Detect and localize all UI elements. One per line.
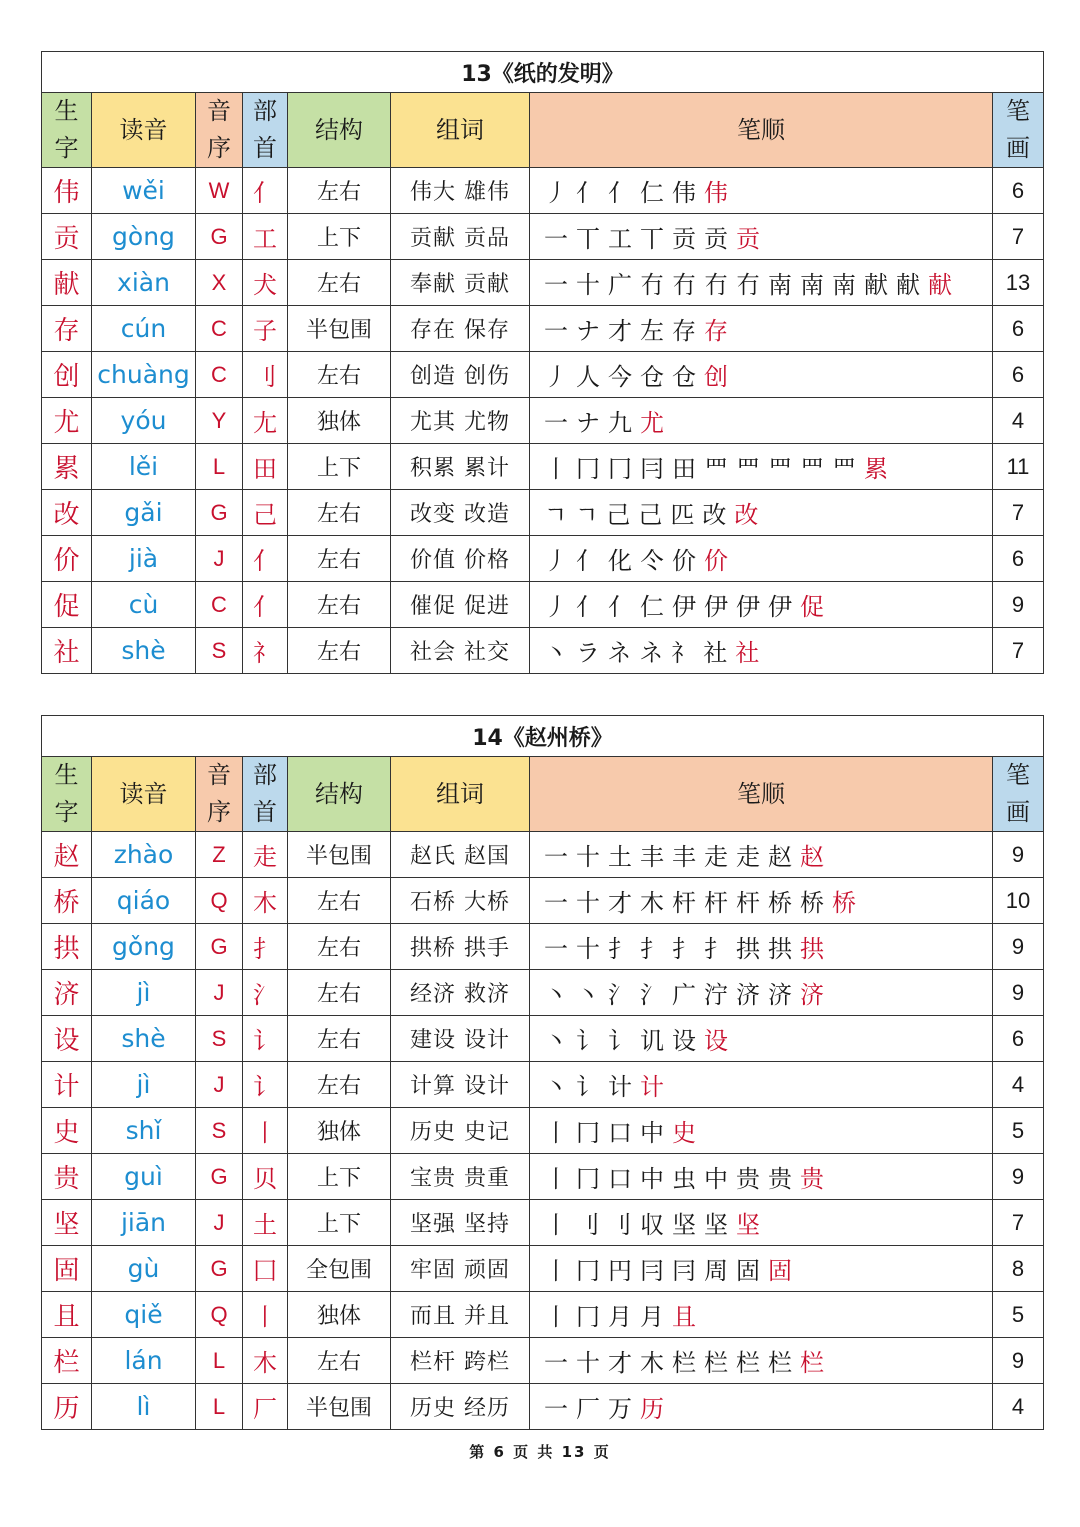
pinyin-cell: wěi: [92, 168, 196, 214]
initial-cell: S: [196, 1108, 243, 1154]
radical-cell: 走: [243, 832, 288, 878]
words-cell: 价值 价格: [391, 536, 530, 582]
header-char: 生 字: [42, 757, 92, 832]
count-cell: 8: [993, 1246, 1044, 1292]
stroke-sequence: 丶讠讠讥设: [544, 1027, 704, 1055]
radical-cell: 己: [243, 490, 288, 536]
count-cell: 5: [993, 1292, 1044, 1338]
structure-cell: 左右: [288, 924, 391, 970]
pinyin-cell: jì: [92, 1062, 196, 1108]
table-row: [42, 924, 1044, 970]
stroke-sequence: 一ナ才左存: [544, 317, 704, 345]
words-cell: 坚强 坚持: [391, 1200, 530, 1246]
strokes-cell: [530, 1154, 993, 1200]
char-cell: 历: [42, 1384, 92, 1430]
initial-cell: G: [196, 214, 243, 260]
table-row: [42, 878, 1044, 924]
count-cell: 10: [993, 878, 1044, 924]
radical-cell: 讠: [243, 1016, 288, 1062]
stroke-sequence: 一十扌扌扌扌拱拱: [544, 935, 800, 963]
count-cell: 4: [993, 1062, 1044, 1108]
table-row: [42, 306, 1044, 352]
words-cell: 赵氏 赵国: [391, 832, 530, 878]
stroke-final-char: 尤: [640, 409, 672, 437]
stroke-sequence: 丿亻化仒价: [544, 547, 704, 575]
structure-cell: 左右: [288, 970, 391, 1016]
initial-cell: C: [196, 352, 243, 398]
radical-cell: 厂: [243, 1384, 288, 1430]
strokes-cell: [530, 924, 993, 970]
char-cell: 固: [42, 1246, 92, 1292]
page-footer: 第 6 页 共 13 页: [469, 1443, 611, 1461]
count-cell: 13: [993, 260, 1044, 306]
stroke-final-char: 改: [734, 501, 767, 529]
stroke-sequence: 丨冂円冃冃周固: [544, 1257, 768, 1285]
stroke-final-char: 社: [735, 639, 768, 667]
radical-cell: 木: [243, 878, 288, 924]
stroke-sequence: 一十才木杆杆杆桥桥: [544, 889, 832, 917]
words-cell: 改变 改造: [391, 490, 530, 536]
stroke-sequence: 丨冂冂冃田罒罒罒罒罒: [544, 455, 864, 483]
char-cell: 贡: [42, 214, 92, 260]
words-cell: 催促 促进: [391, 582, 530, 628]
table-row: [42, 1154, 1044, 1200]
strokes-cell: [530, 1246, 993, 1292]
lesson-title: 13《纸的发明》: [42, 52, 1044, 93]
stroke-final-char: 计: [640, 1073, 672, 1101]
count-cell: 9: [993, 970, 1044, 1016]
structure-cell: 左右: [288, 582, 391, 628]
header-pinyin: 读音: [92, 93, 196, 168]
structure-cell: 上下: [288, 214, 391, 260]
radical-cell: 亻: [243, 536, 288, 582]
pinyin-cell: xiàn: [92, 260, 196, 306]
count-cell: 7: [993, 490, 1044, 536]
words-cell: 牢固 顽固: [391, 1246, 530, 1292]
stroke-sequence: 丶丶氵氵广泞济济: [544, 981, 800, 1009]
char-cell: 促: [42, 582, 92, 628]
structure-cell: 半包围: [288, 1384, 391, 1430]
char-cell: 改: [42, 490, 92, 536]
structure-cell: 独体: [288, 1108, 391, 1154]
strokes-cell: [530, 1384, 993, 1430]
radical-cell: 氵: [243, 970, 288, 1016]
stroke-final-char: 济: [800, 981, 832, 1009]
count-cell: 6: [993, 306, 1044, 352]
stroke-sequence: 一十广冇冇冇冇南南南献献: [544, 271, 928, 299]
pinyin-cell: cún: [92, 306, 196, 352]
strokes-cell: [530, 444, 993, 490]
stroke-final-char: 栏: [800, 1349, 832, 1377]
stroke-sequence: 丶ラネネ礻社: [544, 639, 736, 667]
words-cell: 经济 救济: [391, 970, 530, 1016]
char-cell: 拱: [42, 924, 92, 970]
stroke-final-char: 拱: [800, 935, 832, 963]
initial-cell: C: [196, 582, 243, 628]
char-cell: 设: [42, 1016, 92, 1062]
stroke-sequence: 丨冂口中: [544, 1119, 672, 1147]
stroke-final-char: 赵: [800, 843, 832, 871]
stroke-final-char: 献: [928, 271, 960, 299]
radical-cell: 丨: [243, 1292, 288, 1338]
initial-cell: W: [196, 168, 243, 214]
table-row: [42, 168, 1044, 214]
pinyin-cell: zhào: [92, 832, 196, 878]
initial-cell: G: [196, 1246, 243, 1292]
count-cell: 7: [993, 628, 1044, 674]
table-row: [42, 582, 1044, 628]
header-count: 笔 画: [993, 93, 1044, 168]
stroke-sequence: 丨刂刂収坚坚: [544, 1211, 736, 1239]
header-count: 笔 画: [993, 757, 1044, 832]
table-row: [42, 1016, 1044, 1062]
pinyin-cell: qiě: [92, 1292, 196, 1338]
initial-cell: J: [196, 1062, 243, 1108]
initial-cell: J: [196, 536, 243, 582]
radical-cell: 尢: [243, 398, 288, 444]
radical-cell: 亻: [243, 582, 288, 628]
header-char: 生 字: [42, 93, 92, 168]
char-cell: 献: [42, 260, 92, 306]
strokes-cell: [530, 1338, 993, 1384]
char-cell: 赵: [42, 832, 92, 878]
words-cell: 历史 史记: [391, 1108, 530, 1154]
char-cell: 伟: [42, 168, 92, 214]
words-cell: 奉献 贡献: [391, 260, 530, 306]
header-row: [42, 93, 1044, 168]
table-row: [42, 536, 1044, 582]
header-structure: 结构: [288, 757, 391, 832]
strokes-cell: [530, 536, 993, 582]
radical-cell: 子: [243, 306, 288, 352]
pinyin-cell: lán: [92, 1338, 196, 1384]
header-order: 音 序: [196, 757, 243, 832]
char-cell: 济: [42, 970, 92, 1016]
stroke-sequence: 一十土丰丰走走赵: [544, 843, 800, 871]
count-cell: 11: [993, 444, 1044, 490]
initial-cell: C: [196, 306, 243, 352]
table-row: [42, 832, 1044, 878]
stroke-sequence: 一丅工丅贡贡: [544, 225, 736, 253]
stroke-final-char: 创: [704, 363, 736, 391]
count-cell: 9: [993, 1338, 1044, 1384]
initial-cell: Y: [196, 398, 243, 444]
pinyin-cell: jì: [92, 970, 196, 1016]
stroke-sequence: 丶讠计: [544, 1073, 640, 1101]
lesson-title: 14《赵州桥》: [42, 716, 1044, 757]
strokes-cell: [530, 398, 993, 444]
words-cell: 历史 经历: [391, 1384, 530, 1430]
words-cell: 存在 保存: [391, 306, 530, 352]
initial-cell: Q: [196, 878, 243, 924]
radical-cell: 礻: [243, 628, 288, 674]
initial-cell: Q: [196, 1292, 243, 1338]
char-cell: 贵: [42, 1154, 92, 1200]
stroke-sequence: ㄱㄱ己己匹改: [544, 501, 735, 529]
initial-cell: J: [196, 970, 243, 1016]
words-cell: 贡献 贡品: [391, 214, 530, 260]
radical-cell: 讠: [243, 1062, 288, 1108]
stroke-final-char: 桥: [832, 889, 864, 917]
structure-cell: 上下: [288, 444, 391, 490]
structure-cell: 上下: [288, 1154, 391, 1200]
radical-cell: 土: [243, 1200, 288, 1246]
structure-cell: 独体: [288, 1292, 391, 1338]
header-words: 组词: [391, 757, 530, 832]
strokes-cell: [530, 168, 993, 214]
char-cell: 价: [42, 536, 92, 582]
table-row: [42, 628, 1044, 674]
count-cell: 6: [993, 352, 1044, 398]
pinyin-cell: qiáo: [92, 878, 196, 924]
structure-cell: 全包围: [288, 1246, 391, 1292]
words-cell: 伟大 雄伟: [391, 168, 530, 214]
radical-cell: 木: [243, 1338, 288, 1384]
initial-cell: L: [196, 1384, 243, 1430]
stroke-sequence: 一十才木栏栏栏栏: [544, 1349, 800, 1377]
structure-cell: 左右: [288, 490, 391, 536]
pinyin-cell: gòng: [92, 214, 196, 260]
count-cell: 4: [993, 1384, 1044, 1430]
strokes-cell: [530, 582, 993, 628]
stroke-final-char: 设: [704, 1027, 736, 1055]
header-order: 音 序: [196, 93, 243, 168]
strokes-cell: [530, 628, 993, 674]
words-cell: 而且 并且: [391, 1292, 530, 1338]
initial-cell: S: [196, 628, 243, 674]
header-strokes: 笔顺: [530, 757, 993, 832]
char-cell: 尤: [42, 398, 92, 444]
structure-cell: 左右: [288, 168, 391, 214]
stroke-final-char: 价: [704, 547, 736, 575]
initial-cell: G: [196, 490, 243, 536]
count-cell: 6: [993, 168, 1044, 214]
pinyin-cell: shè: [92, 628, 196, 674]
lesson-table-13: [41, 51, 1044, 674]
table-row: [42, 444, 1044, 490]
radical-cell: 扌: [243, 924, 288, 970]
header-radical: 部 首: [243, 93, 288, 168]
stroke-final-char: 坚: [736, 1211, 768, 1239]
strokes-cell: [530, 970, 993, 1016]
char-cell: 桥: [42, 878, 92, 924]
pinyin-cell: gǒng: [92, 924, 196, 970]
strokes-cell: [530, 832, 993, 878]
stroke-final-char: 史: [672, 1119, 704, 1147]
structure-cell: 左右: [288, 1016, 391, 1062]
stroke-final-char: 累: [864, 455, 896, 483]
words-cell: 宝贵 贵重: [391, 1154, 530, 1200]
table-row: [42, 970, 1044, 1016]
char-cell: 且: [42, 1292, 92, 1338]
strokes-cell: [530, 1108, 993, 1154]
radical-cell: 丨: [243, 1108, 288, 1154]
pinyin-cell: cù: [92, 582, 196, 628]
pinyin-cell: lěi: [92, 444, 196, 490]
header-strokes: 笔顺: [530, 93, 993, 168]
strokes-cell: [530, 260, 993, 306]
table-row: [42, 260, 1044, 306]
table-row: [42, 1338, 1044, 1384]
radical-cell: 犬: [243, 260, 288, 306]
structure-cell: 左右: [288, 352, 391, 398]
words-cell: 尤其 尤物: [391, 398, 530, 444]
table-row: [42, 490, 1044, 536]
words-cell: 创造 创伤: [391, 352, 530, 398]
strokes-cell: [530, 490, 993, 536]
initial-cell: X: [196, 260, 243, 306]
pinyin-cell: shǐ: [92, 1108, 196, 1154]
char-cell: 坚: [42, 1200, 92, 1246]
pinyin-cell: yóu: [92, 398, 196, 444]
structure-cell: 左右: [288, 260, 391, 306]
count-cell: 9: [993, 924, 1044, 970]
stroke-final-char: 贵: [800, 1165, 832, 1193]
pinyin-cell: lì: [92, 1384, 196, 1430]
stroke-sequence: 丿人今仓仓: [544, 363, 704, 391]
count-cell: 7: [993, 214, 1044, 260]
table-row: [42, 398, 1044, 444]
char-cell: 社: [42, 628, 92, 674]
stroke-sequence: 丨冂口中虫中贵贵: [544, 1165, 800, 1193]
table-row: [42, 352, 1044, 398]
table-row: [42, 214, 1044, 260]
initial-cell: Z: [196, 832, 243, 878]
radical-cell: 刂: [243, 352, 288, 398]
strokes-cell: [530, 1062, 993, 1108]
strokes-cell: [530, 214, 993, 260]
char-cell: 史: [42, 1108, 92, 1154]
radical-cell: 田: [243, 444, 288, 490]
stroke-final-char: 存: [704, 317, 736, 345]
words-cell: 拱桥 拱手: [391, 924, 530, 970]
initial-cell: G: [196, 1154, 243, 1200]
radical-cell: 亻: [243, 168, 288, 214]
strokes-cell: [530, 352, 993, 398]
structure-cell: 半包围: [288, 832, 391, 878]
count-cell: 5: [993, 1108, 1044, 1154]
stroke-final-char: 固: [768, 1257, 800, 1285]
table-row: [42, 1200, 1044, 1246]
pinyin-cell: gǎi: [92, 490, 196, 536]
count-cell: 4: [993, 398, 1044, 444]
strokes-cell: [530, 306, 993, 352]
table-row: [42, 1246, 1044, 1292]
count-cell: 9: [993, 832, 1044, 878]
structure-cell: 左右: [288, 536, 391, 582]
char-cell: 创: [42, 352, 92, 398]
char-cell: 存: [42, 306, 92, 352]
structure-cell: 半包围: [288, 306, 391, 352]
stroke-final-char: 伟: [704, 179, 736, 207]
words-cell: 栏杆 跨栏: [391, 1338, 530, 1384]
initial-cell: G: [196, 924, 243, 970]
strokes-cell: [530, 1200, 993, 1246]
header-structure: 结构: [288, 93, 391, 168]
pinyin-cell: shè: [92, 1016, 196, 1062]
count-cell: 6: [993, 1016, 1044, 1062]
pinyin-cell: guì: [92, 1154, 196, 1200]
structure-cell: 左右: [288, 1338, 391, 1384]
words-cell: 石桥 大桥: [391, 878, 530, 924]
table-row: [42, 1062, 1044, 1108]
stroke-final-char: 且: [672, 1303, 704, 1331]
table-row: [42, 1108, 1044, 1154]
initial-cell: S: [196, 1016, 243, 1062]
char-cell: 累: [42, 444, 92, 490]
count-cell: 7: [993, 1200, 1044, 1246]
stroke-sequence: 一厂万: [544, 1395, 640, 1423]
initial-cell: L: [196, 1338, 243, 1384]
pinyin-cell: gù: [92, 1246, 196, 1292]
char-cell: 计: [42, 1062, 92, 1108]
stroke-sequence: 丨冂月月: [544, 1303, 672, 1331]
structure-cell: 左右: [288, 628, 391, 674]
structure-cell: 左右: [288, 1062, 391, 1108]
pinyin-cell: chuàng: [92, 352, 196, 398]
stroke-sequence: 丿亻亻仁伟: [544, 179, 704, 207]
stroke-final-char: 历: [640, 1395, 672, 1423]
strokes-cell: [530, 878, 993, 924]
structure-cell: 上下: [288, 1200, 391, 1246]
stroke-sequence: 一ナ九: [544, 409, 640, 437]
table-row: [42, 1292, 1044, 1338]
header-row: [42, 757, 1044, 832]
radical-cell: 囗: [243, 1246, 288, 1292]
stroke-final-char: 促: [800, 593, 832, 621]
header-radical: 部 首: [243, 757, 288, 832]
words-cell: 积累 累计: [391, 444, 530, 490]
words-cell: 计算 设计: [391, 1062, 530, 1108]
header-pinyin: 读音: [92, 757, 196, 832]
count-cell: 6: [993, 536, 1044, 582]
words-cell: 社会 社交: [391, 628, 530, 674]
char-cell: 栏: [42, 1338, 92, 1384]
stroke-final-char: 贡: [736, 225, 768, 253]
table-row: [42, 1384, 1044, 1430]
radical-cell: 贝: [243, 1154, 288, 1200]
structure-cell: 左右: [288, 878, 391, 924]
count-cell: 9: [993, 1154, 1044, 1200]
words-cell: 建设 设计: [391, 1016, 530, 1062]
lesson-table-14: [41, 715, 1044, 1430]
pinyin-cell: jiān: [92, 1200, 196, 1246]
strokes-cell: [530, 1016, 993, 1062]
initial-cell: J: [196, 1200, 243, 1246]
initial-cell: L: [196, 444, 243, 490]
header-words: 组词: [391, 93, 530, 168]
pinyin-cell: jià: [92, 536, 196, 582]
stroke-sequence: 丿亻亻仁伊伊伊伊: [544, 593, 800, 621]
structure-cell: 独体: [288, 398, 391, 444]
count-cell: 9: [993, 582, 1044, 628]
strokes-cell: [530, 1292, 993, 1338]
radical-cell: 工: [243, 214, 288, 260]
